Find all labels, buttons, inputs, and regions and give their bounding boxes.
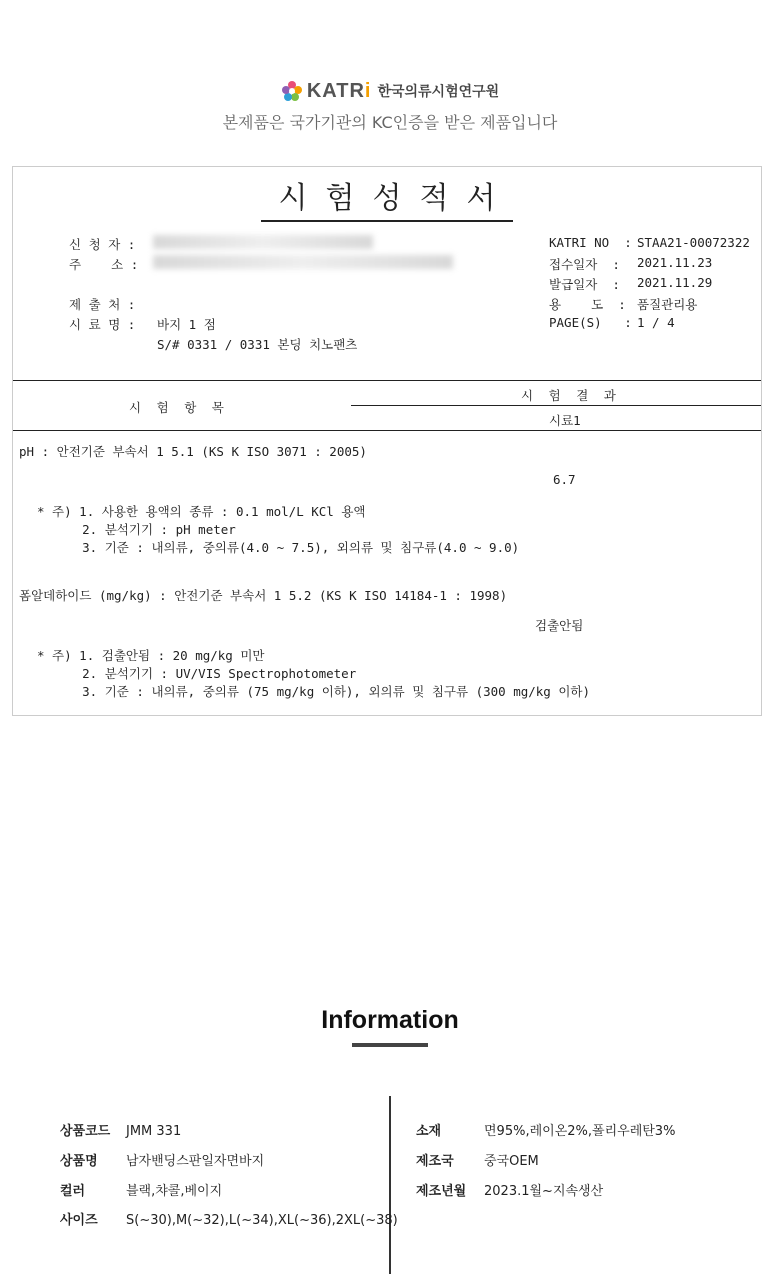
results-header: 시 험 결 과 [521, 388, 620, 403]
table-header-rule [13, 430, 761, 431]
information-title-underline [352, 1043, 428, 1047]
sample-label: 시 료 명 : [69, 317, 136, 332]
page-label: PAGE(S) : [549, 315, 632, 330]
received-date-label: 접수일자 : [549, 257, 620, 272]
test-ph-title: pH : 안전기준 부속서 1 5.1 (KS K ISO 3071 : 2005) [19, 444, 367, 459]
table-top-rule [13, 380, 761, 381]
test-formaldehyde-note: * 주) 1. 검출안됨 : 20 mg/kg 미만 [37, 648, 265, 663]
sample-serial: S/# 0331 / 0331 본딩 치노팬츠 [157, 337, 358, 352]
katri-no: STAA21-00072322 [637, 235, 750, 250]
logo [0, 78, 780, 104]
test-formaldehyde-result: 검출안됨 [535, 618, 584, 633]
page-number: 1 / 4 [637, 315, 675, 330]
information-title: Information [321, 1006, 459, 1034]
test-ph-result: 6.7 [553, 472, 576, 487]
info-product-name: 상품명 남자밴딩스판일자면바지 [60, 1154, 265, 1169]
katri-no-label: KATRI NO : [549, 235, 632, 250]
logo-brand: KATRi [306, 79, 372, 102]
header [0, 78, 780, 133]
issued-date-label: 발급일자 : [549, 277, 620, 292]
test-ph-note: 3. 기준 : 내의류, 중의류(4.0 ~ 7.5), 외의류 및 침구류(4.0 ~ 9.0) [37, 540, 520, 555]
info-size: 사이즈 S(~30),M(~32),L(~34),XL(~36),2XL(~38) [60, 1213, 398, 1228]
info-manufacture-date: 제조년월 2023.1월~지속생산 [416, 1184, 604, 1199]
address-label: 주 소 : [69, 257, 139, 272]
info-color: 컬러 블랙,챠콜,베이지 [60, 1184, 223, 1199]
info-origin: 제조국 중국OEM [416, 1154, 539, 1169]
received-date: 2021.11.23 [637, 255, 713, 270]
sample1-column-header: 시료1 [549, 413, 581, 428]
test-formaldehyde-title: 폼알데하이드 (mg/kg) : 안전기준 부속서 1 5.2 (KS K ISO 14184-1 : 1998) [19, 588, 508, 603]
katri-flower-icon [281, 80, 303, 102]
test-ph-note: 2. 분석기기 : pH meter [37, 522, 236, 537]
results-header-rule [351, 405, 761, 406]
info-product-code: 상품코드 JMM 331 [60, 1124, 182, 1139]
test-items-header: 시 험 항 목 [129, 400, 228, 415]
test-certificate [12, 166, 762, 716]
information-divider [389, 1096, 391, 1274]
sample-name: 바지 1 점 [157, 317, 216, 332]
test-formaldehyde-note: 3. 기준 : 내의류, 중의류 (75 mg/kg 이하), 외의류 및 침구류 (300 mg/kg 이하) [37, 684, 591, 699]
usage: 품질관리용 [637, 297, 698, 312]
address-value-redacted [153, 255, 453, 269]
test-ph-note: * 주) 1. 사용한 용액의 종류 : 0.1 mol/L KCl 용액 [37, 504, 366, 519]
applicant-label: 신 청 자 : [69, 237, 136, 252]
kc-certification-note: 본제품은 국가기관의 KC인증을 받은 제품입니다 [222, 113, 558, 132]
issued-date: 2021.11.29 [637, 275, 713, 290]
logo-org-name: 한국의류시험연구원 [377, 84, 500, 100]
applicant-value-redacted [153, 235, 373, 249]
certificate-title: 시험성적서 [13, 173, 761, 217]
submitter-label: 제 출 처 : [69, 297, 136, 312]
info-material: 소재 면95%,레이온2%,폴리우레탄3% [416, 1124, 676, 1139]
test-formaldehyde-note: 2. 분석기기 : UV/VIS Spectrophotometer [37, 666, 357, 681]
usage-label: 용 도 : [549, 297, 626, 312]
